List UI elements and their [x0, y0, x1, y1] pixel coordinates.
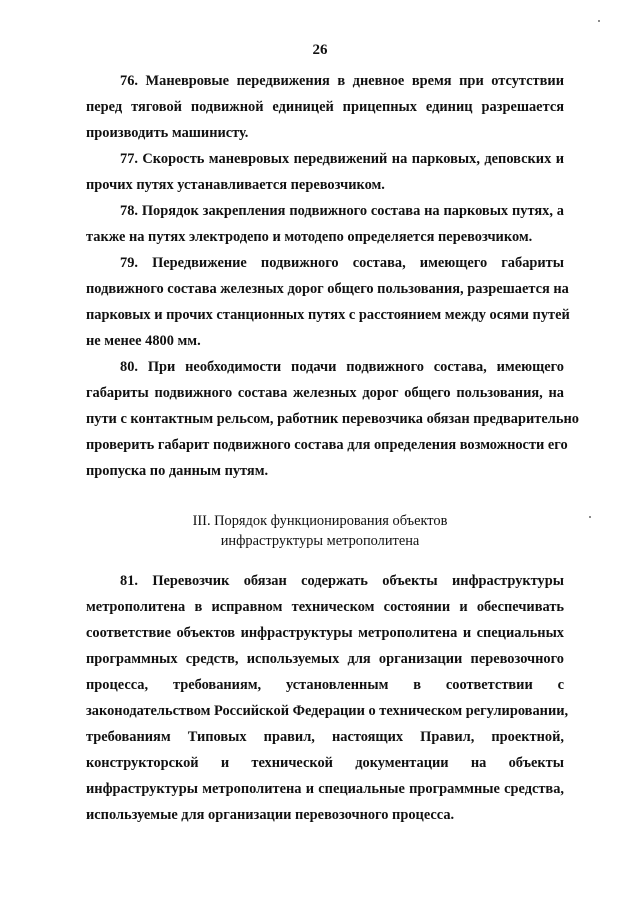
paragraph-line: 76. Маневровые передвижения в дневное время при отсутствии — [120, 73, 564, 89]
paragraph-line: производить машинисту. — [86, 125, 249, 141]
paragraph-line: парковых и прочих станционных путях с расстоянием между осями путей — [86, 307, 570, 323]
paragraph-line: конструкторской и технической документации на объекты — [86, 755, 564, 771]
section-heading-line-1: III. Порядок функционирования объектов — [192, 513, 448, 529]
paragraph-line: также на путях электродепо и мотодепо определяется перевозчиком. — [86, 229, 533, 245]
paragraph-77 — [86, 146, 564, 198]
paragraph-80 — [86, 354, 579, 484]
page-number: 26 — [312, 42, 328, 58]
paragraph-line: пропуска по данным путям. — [86, 463, 269, 479]
paragraph-line: не менее 4800 мм. — [86, 333, 201, 349]
paragraph-line: 79. Передвижение подвижного состава, имеющего габариты — [120, 255, 564, 271]
paragraph-line: 81. Перевозчик обязан содержать объекты инфраструктуры — [120, 573, 564, 589]
scan-speck — [598, 20, 600, 22]
paragraph-line: подвижного состава железных дорог общего пользования, разрешается на — [86, 281, 569, 297]
paragraph-line: пути с контактным рельсом, работник перевозчика обязан предварительно — [86, 411, 579, 427]
paragraph-line: 80. При необходимости подачи подвижного состава, имеющего — [120, 359, 564, 375]
paragraph-line: используемые для организации перевозочного процесса. — [86, 807, 455, 823]
scan-speck — [589, 516, 591, 518]
paragraph-line: 77. Скорость маневровых передвижений на парковых, деповских и — [120, 151, 564, 167]
paragraph-line: инфраструктуры метрополитена и специальные программные средства, — [86, 781, 564, 797]
paragraph-line: законодательством Российской Федерации о техническом регулировании, — [86, 703, 569, 719]
paragraph-76 — [86, 68, 564, 146]
paragraph-line: проверить габарит подвижного состава для определения возможности его — [86, 437, 568, 453]
section-heading — [0, 511, 640, 551]
paragraph-line: 78. Порядок закрепления подвижного состава на парковых путях, а — [120, 203, 564, 219]
section-heading-line-2: инфраструктуры метрополитена — [220, 533, 420, 549]
paragraph-81 — [86, 568, 569, 828]
paragraph-line: метрополитена в исправном техническом состоянии и обеспечивать — [86, 599, 564, 615]
paragraph-line: требованиям Типовых правил, настоящих Правил, проектной, — [86, 729, 564, 745]
paragraph-line: перед тяговой подвижной единицей прицепных единиц разрешается — [86, 99, 564, 115]
paragraph-78 — [86, 198, 564, 250]
paragraph-line: прочих путях устанавливается перевозчиком. — [86, 177, 385, 193]
paragraph-line: соответствие объектов инфраструктуры метрополитена и специальных — [86, 625, 564, 641]
paragraph-line: процесса, требованиям, установленным в соответствии с — [86, 677, 564, 693]
paragraph-line: габариты подвижного состава железных дорог общего пользования, на — [86, 385, 564, 401]
paragraph-79 — [86, 250, 570, 354]
paragraph-line: программных средств, используемых для организации перевозочного — [86, 651, 564, 667]
